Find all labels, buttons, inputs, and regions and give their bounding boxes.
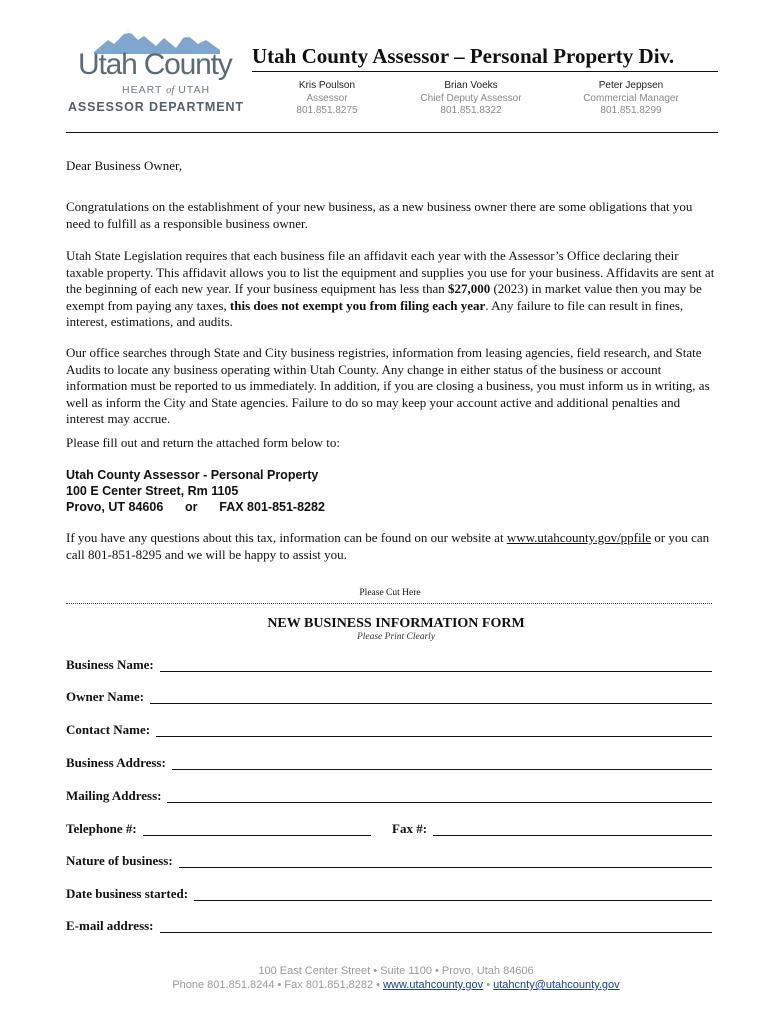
telephone-field xyxy=(66,816,371,836)
fax-input[interactable] xyxy=(433,821,712,836)
owner-name-input[interactable] xyxy=(150,689,712,704)
ppfile-website-link[interactable]: www.utahcounty.gov/ppfile xyxy=(506,530,652,545)
letter-paragraph-2: Utah State Legislation requires that each business file an affidavit each year with the Assessor’s Office declaring their taxable property. This affidavit allows you to list the equipment and supplies you use for your business. Affidavits are sent at the beginning of each new year. If your business equipment has less than $27,000 (2023) in market value then you may be exempt from paying any taxes, this does not exempt you from filing each year. Any failure to file can result in fines, interest, estimations, and audits. xyxy=(66,248,715,329)
nature-of-business-input[interactable] xyxy=(179,853,712,868)
staff-role: Assessor xyxy=(306,92,348,104)
footer-email-link[interactable]: utahcnty@utahcounty.gov xyxy=(493,979,620,991)
business-address-field xyxy=(66,750,712,770)
page-title: Utah County Assessor – Personal Property Div. xyxy=(252,44,675,68)
telephone-input[interactable] xyxy=(143,821,371,836)
form-title: NEW BUSINESS INFORMATION FORM xyxy=(267,616,525,631)
page-footer xyxy=(66,964,726,992)
staff-role: Commercial Manager xyxy=(583,92,679,104)
staff-phone: 801.851.8322 xyxy=(440,105,502,116)
exemption-amount: $27,000 xyxy=(447,281,491,296)
business-name-label: Business Name: xyxy=(66,657,154,672)
owner-name-label: Owner Name: xyxy=(66,689,145,704)
logo-tagline: HEART of UTAH xyxy=(122,84,211,96)
date-started-field xyxy=(66,881,712,901)
business-name-field xyxy=(66,652,712,672)
header-bottom-divider xyxy=(66,132,718,133)
email-label: E-mail address: xyxy=(66,918,154,933)
business-name-input[interactable] xyxy=(160,657,712,672)
email-input[interactable] xyxy=(160,918,712,933)
staff-phone: 801.851.8275 xyxy=(296,105,358,116)
staff-name: Brian Voeks xyxy=(444,80,498,91)
cut-line xyxy=(66,603,712,604)
business-address-input[interactable] xyxy=(172,755,712,770)
logo-department: ASSESSOR DEPARTMENT xyxy=(68,100,244,114)
footer-address: 100 East Center Street • Suite 1100 • Provo, Utah 84606 xyxy=(258,965,534,977)
contact-name-input[interactable] xyxy=(156,722,712,737)
staff-name: Peter Jeppsen xyxy=(598,80,664,91)
letter-paragraph-3: Our office searches through State and City business registries, information from leasing agencies, field research, and State Audits to locate any business operating within Utah County. Any change in either status of the business or account information must be reported to us immediately. In addition, if you are closing a business, you must inform us in writing, as well as inform the City and State agencies. Failure to do so may keep your account active and additional penalties and interest may accrue. xyxy=(66,345,710,426)
cut-here-label: Please Cut Here xyxy=(359,588,421,598)
address-line-3: Provo, UT 84606 or FAX 801-851-8282 xyxy=(66,500,325,514)
header-divider xyxy=(252,71,718,72)
utah-county-logo xyxy=(68,24,244,116)
letter-paragraph-1: Congratulations on the establishment of your new business, as a new business owner there are some obligations that you need to fulfill as a responsible business owner. xyxy=(66,199,693,231)
owner-name-field xyxy=(66,684,712,704)
address-line-1: Utah County Assessor - Personal Property xyxy=(66,468,319,482)
letter-greeting: Dear Business Owner, xyxy=(66,158,183,173)
filing-requirement: this does not exempt you from filing each year xyxy=(229,297,486,313)
staff-commercial-manager xyxy=(546,80,716,118)
staff-phone: 801.851.8299 xyxy=(600,105,662,116)
fax-field xyxy=(392,816,712,836)
staff-role: Chief Deputy Assessor xyxy=(420,92,522,104)
footer-website-link[interactable]: www.utahcounty.gov xyxy=(383,979,484,991)
mailing-address-block xyxy=(66,467,325,515)
business-address-label: Business Address: xyxy=(66,755,166,770)
date-started-input[interactable] xyxy=(194,886,712,901)
logo-name: Utah County xyxy=(78,48,232,81)
contact-name-label: Contact Name: xyxy=(66,722,151,737)
contact-name-field xyxy=(66,717,712,737)
telephone-label: Telephone #: xyxy=(66,821,137,836)
address-line-2: 100 E Center Street, Rm 1105 xyxy=(66,484,239,498)
footer-contact: Phone 801.851.8244 • Fax 801.851.8282 • www.utahcounty.gov • utahcnty@utahcounty.gov xyxy=(172,979,620,991)
mailing-address-field xyxy=(66,783,712,803)
letter-paragraph-4: Please fill out and return the attached form below to: xyxy=(66,435,340,450)
nature-of-business-field xyxy=(66,848,712,868)
letter-paragraph-5: If you have any questions about this tax, information can be found on our website at www.utahcounty.gov/ppfile or you can call 801-851-8295 and we will be happy to assist you. xyxy=(66,530,710,562)
email-field xyxy=(66,913,712,933)
fax-number: FAX 801-851-8282 xyxy=(219,500,325,514)
nature-of-business-label: Nature of business: xyxy=(66,853,173,868)
date-started-label: Date business started: xyxy=(66,886,189,901)
form-subtitle: Please Print Clearly xyxy=(356,632,436,642)
fax-label: Fax #: xyxy=(392,821,428,836)
mailing-address-input[interactable] xyxy=(167,788,712,803)
staff-chief-deputy xyxy=(386,80,556,118)
mailing-address-label: Mailing Address: xyxy=(66,788,162,803)
staff-name: Kris Poulson xyxy=(298,80,356,91)
